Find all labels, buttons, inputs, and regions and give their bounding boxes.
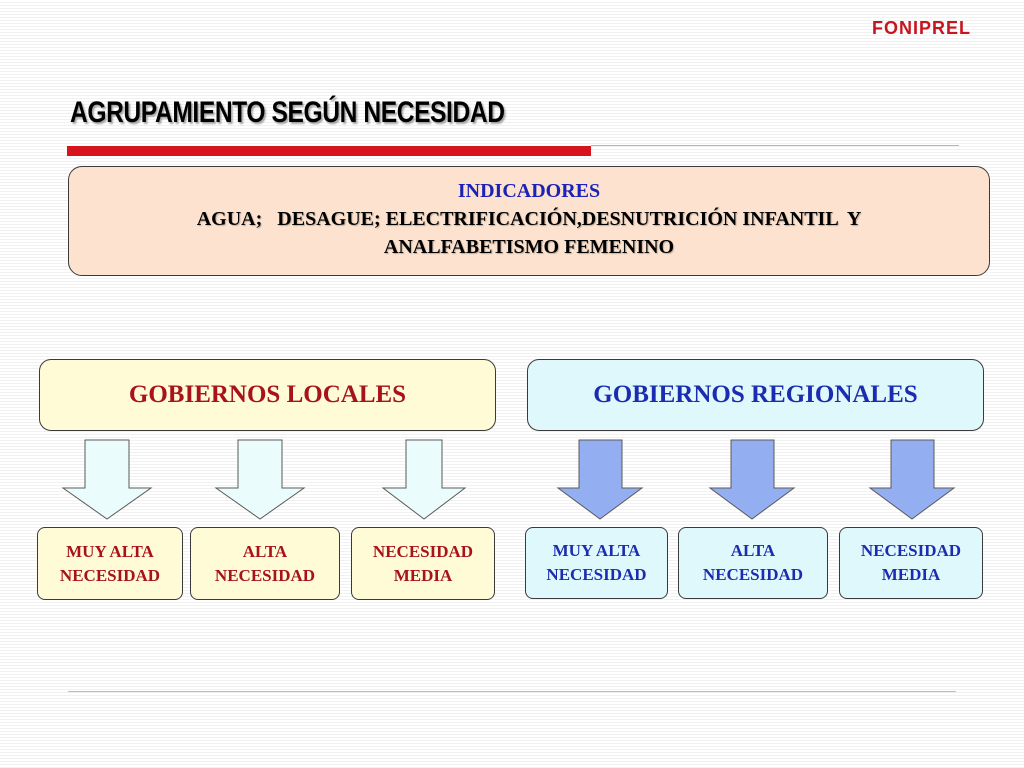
category-label-line-2: MEDIA (393, 565, 453, 585)
indicators-heading: INDICADORES (457, 180, 601, 202)
category-label-line-1: NECESIDAD (372, 541, 474, 561)
down-arrow-local-2 (216, 440, 304, 519)
indicators-line-1: AGUA; DESAGUE; ELECTRIFICACIÓN,DESNUTRICIÓN INFANTIL Y (196, 208, 862, 230)
category-regional-alta (678, 527, 828, 599)
category-label-line-2: NECESIDAD (59, 565, 161, 585)
category-label-line-2: NECESIDAD (214, 565, 316, 585)
category-label-line-1: MUY ALTA (552, 541, 641, 560)
category-local-media (351, 527, 495, 600)
down-arrow-regional-2 (710, 440, 794, 519)
down-arrow-regional-3 (870, 440, 954, 519)
category-label-line-1: ALTA (730, 541, 776, 560)
category-local-muy-alta (37, 527, 183, 600)
category-label-line-2: NECESIDAD (702, 565, 804, 584)
category-label-line-1: NECESIDAD (860, 541, 962, 560)
down-arrow-local-3 (383, 440, 465, 519)
category-regional-media (839, 527, 983, 599)
category-regional-muy-alta (525, 527, 668, 599)
category-label-line-2: NECESIDAD (546, 565, 647, 584)
category-label-line-1: MUY ALTA (66, 541, 154, 561)
page-title: AGRUPAMIENTO SEGÚN NECESIDAD (70, 96, 505, 129)
down-arrow-regional-1 (558, 440, 642, 519)
group-regional-label: GOBIERNOS REGIONALES (593, 381, 918, 408)
category-label-line-2: MEDIA (881, 565, 941, 584)
regional-arrows (558, 440, 954, 519)
down-arrow-local-1 (63, 440, 151, 519)
local-arrows (63, 440, 465, 519)
footer-divider-line (68, 691, 956, 692)
group-local-label: GOBIERNOS LOCALES (128, 381, 407, 408)
foniprel-logo: FONIPREL (872, 18, 972, 38)
category-local-alta (190, 527, 340, 600)
category-label-line-1: ALTA (242, 541, 288, 561)
indicators-line-2: ANALFABETISMO FEMENINO (383, 236, 675, 258)
